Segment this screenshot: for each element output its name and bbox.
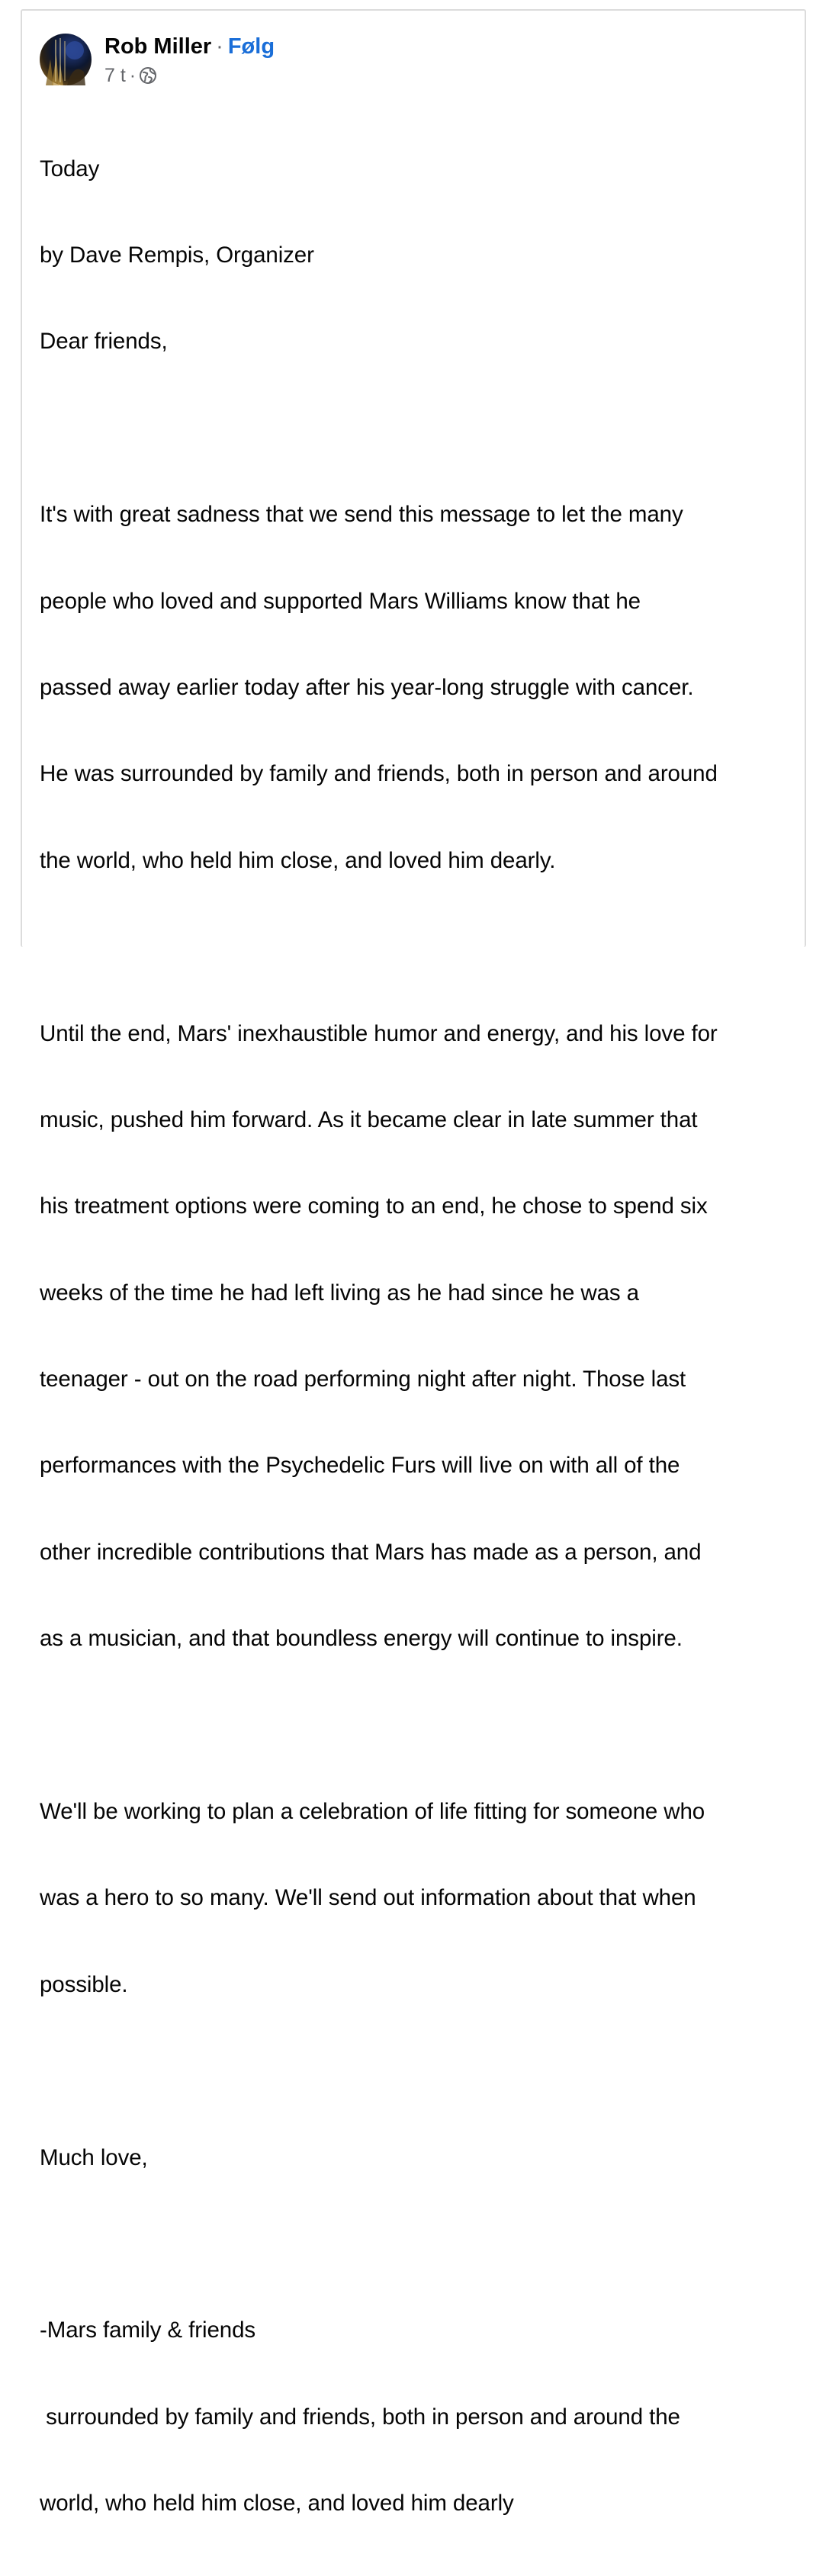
post-line: It's with great sadness that we send this message to let the many bbox=[40, 502, 683, 528]
post-line: the world, who held him close, and loved him dearly. bbox=[40, 847, 556, 873]
post-line: by Dave Rempis, Organizer bbox=[40, 242, 314, 268]
post-card bbox=[21, 9, 806, 2517]
paragraph-gap bbox=[40, 414, 802, 443]
post-timestamp[interactable]: 7 t bbox=[104, 64, 126, 86]
post-line: Much love, bbox=[40, 2144, 148, 2170]
post-line: weeks of the time he had left living as he had since he was a bbox=[40, 1280, 639, 1306]
post-line: as a musician, and that boundless energy will continue to inspire. bbox=[40, 1626, 683, 1652]
post-line: surrounded by family and friends, both in person and around the bbox=[40, 2404, 680, 2430]
paragraph-gap bbox=[40, 2057, 802, 2086]
post-line: teenager - out on the road performing night after night. Those last bbox=[40, 1367, 686, 1392]
post-line: We'll be working to plan a celebration of life fitting for someone who bbox=[40, 1799, 705, 1825]
post-line: -Mars family & friends bbox=[40, 2317, 256, 2343]
post-line: Until the end, Mars' inexhaustible humor and energy, and his love for bbox=[40, 1020, 718, 1046]
post-header bbox=[40, 34, 275, 88]
post-line: passed away earlier today after his year-long struggle with cancer. bbox=[40, 674, 694, 700]
paragraph-gap bbox=[40, 1711, 802, 1740]
post-line: people who loved and supported Mars Williams know that he bbox=[40, 588, 641, 614]
globe-icon bbox=[139, 66, 157, 85]
post-header-info bbox=[104, 34, 275, 87]
follow-button[interactable]: Følg bbox=[227, 34, 275, 59]
paragraph-gap bbox=[40, 933, 802, 962]
post-body bbox=[40, 97, 802, 2576]
post-line: other incredible contributions that Mars has made as a person, and bbox=[40, 1539, 702, 1565]
avatar[interactable] bbox=[40, 34, 92, 85]
post-line: Dear friends, bbox=[40, 329, 168, 355]
post-line: music, pushed him forward. As it became clear in late summer that bbox=[40, 1107, 698, 1132]
post-line: Today bbox=[40, 156, 100, 181]
post-line: performances with the Psychedelic Furs will live on with all of the bbox=[40, 1453, 680, 1479]
post-meta bbox=[104, 64, 275, 87]
post-line: world, who held him close, and loved him dearly bbox=[40, 2491, 514, 2517]
paragraph-gap bbox=[40, 2230, 802, 2259]
post-line: his treatment options were coming to an end, he chose to spend six bbox=[40, 1193, 708, 1219]
name-separator: · bbox=[216, 34, 223, 59]
post-line: He was surrounded by family and friends, both in person and around bbox=[40, 761, 718, 787]
post-line: was a hero to so many. We'll send out information about that when bbox=[40, 1885, 696, 1911]
avatar-image bbox=[40, 34, 92, 85]
author-name[interactable]: Rob Miller bbox=[104, 34, 212, 59]
post-line: possible. bbox=[40, 1971, 128, 1997]
name-row bbox=[104, 34, 275, 59]
meta-separator: · bbox=[129, 64, 137, 86]
